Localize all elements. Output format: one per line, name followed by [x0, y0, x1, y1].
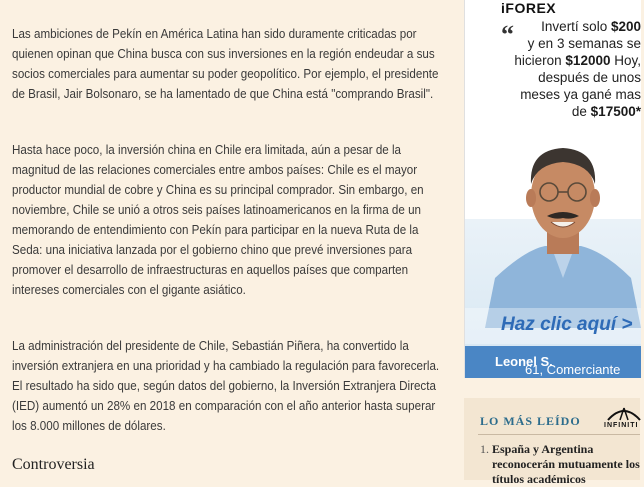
most-read-panel: LO MÁS LEÍDO INFINITI 1. España y Argentina reconocerán mutuamente los títulos académicos	[464, 398, 640, 480]
article-paragraph-3: La administración del presidente de Chile, Sebastián Piñera, ha convertido la inversión extranjera en una prioridad y ha cambiado la regulación para favorecerla. El resultado ha sido que, según datos del gobierno, la Inversión Extranjera Directa (IED) aumentó un 28% en 2018 en comparación con el año anterior hasta superar los 8.000 millones de dólares.	[12, 339, 440, 433]
article-subheading: Controversia	[12, 456, 95, 473]
ad-photo-man	[485, 128, 641, 328]
article-paragraph-2: Hasta hace poco, la inversión china en Chile era limitada, aún a pesar de la magnitud de las relaciones comerciales entre ambos países: Chile es el mayor productor mundial de cobre y China es su principal comprador. Sin embargo, en noviembre, Chile se unió a otros seis países latinoamericanos en la firma de un memorando de entendimiento con Pekín para participar en la nueva Ruta de la Seda: una iniciativa lanzada por el gobierno chino que prevé inversiones para promover el desarrollo de infraestructuras en aquellos países que comparten intereses comerciales con el gigante asiático.	[12, 143, 424, 297]
quote-icon: “	[501, 20, 514, 49]
most-read-heading: LO MÁS LEÍDO	[480, 414, 581, 428]
article-body	[12, 24, 442, 472]
infiniti-logo[interactable]: INFINITI	[604, 404, 644, 432]
most-read-item-title[interactable]: España y Argentina reconocerán mutuamente los títulos académicos	[492, 442, 640, 486]
ad-logo: iFOREX	[501, 0, 557, 16]
article-paragraph-1: Las ambiciones de Pekín en América Latina han sido duramente criticadas por quienen opinan que China busca con sus inversiones en la región endeudar a sus socios comerciales para aumentar su poder geopolítico. Por ejemplo, el presidente de Brasil, Jair Bolsonaro, se ha lamentado de que China está "comprando Brasil".	[12, 27, 439, 101]
ad-testimonial-text: Invertí solo $200 y en 3 semanas se hicieron $12000 Hoy, después de unos meses ya gané mas de $17500*	[514, 19, 641, 119]
advertisement-banner[interactable]	[464, 0, 641, 378]
sidebar	[452, 0, 641, 486]
ad-caption: Leonel S. 61, Comerciante	[465, 346, 641, 378]
divider	[478, 434, 640, 435]
infiniti-logo-icon	[604, 404, 644, 422]
ad-cta-button[interactable]: Haz clic aquí >	[465, 308, 641, 344]
